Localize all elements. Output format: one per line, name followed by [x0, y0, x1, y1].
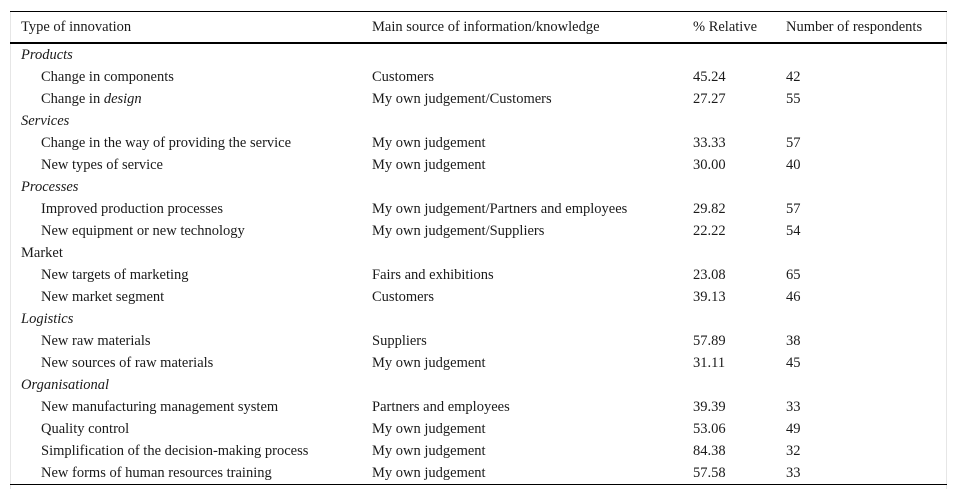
cell-main-source: My own judgement	[372, 465, 486, 481]
header-type-of-innovation: Type of innovation	[21, 18, 132, 35]
cell-respondents: 65	[786, 267, 801, 283]
category-row	[10, 176, 947, 198]
cell-relative: 39.13	[693, 289, 726, 305]
cell-relative: 22.22	[693, 223, 726, 239]
table-row	[10, 462, 947, 485]
header-relative: % Relative	[693, 18, 758, 35]
header-main-source: Main source of information/knowledge	[372, 18, 600, 35]
cell-relative: 23.08	[693, 267, 726, 283]
cell-main-source: My own judgement	[372, 157, 486, 173]
table-row	[10, 352, 947, 374]
cell-type-of-innovation: Change in components	[41, 69, 174, 85]
header-respondents: Number of respondents	[786, 18, 923, 35]
cell-main-source: Partners and employees	[372, 399, 510, 415]
cell-type-of-innovation: New forms of human resources training	[41, 465, 272, 481]
table-row	[10, 198, 947, 220]
category-label: Organisational	[21, 377, 110, 393]
cell-respondents: 54	[786, 223, 801, 239]
table-row	[10, 154, 947, 176]
table-row	[10, 286, 947, 308]
category-row	[10, 308, 947, 330]
cell-main-source: My own judgement/Partners and employees	[372, 201, 628, 217]
cell-main-source: My own judgement/Suppliers	[372, 223, 545, 239]
table-body	[10, 43, 947, 485]
category-row	[10, 242, 947, 264]
cell-type-of-innovation: Improved production processes	[41, 201, 224, 217]
category-row	[10, 110, 947, 132]
cell-respondents: 45	[786, 355, 801, 371]
cell-relative: 39.39	[693, 399, 726, 415]
category-row	[10, 374, 947, 396]
cell-type-of-innovation: New manufacturing management system	[41, 399, 279, 415]
cell-respondents: 57	[786, 135, 801, 151]
cell-relative: 29.82	[693, 201, 726, 217]
table-row	[10, 330, 947, 352]
cell-type-prefix: Change in	[41, 91, 104, 107]
cell-type-emphasis: design	[103, 91, 142, 107]
cell-main-source: My own judgement/Customers	[372, 91, 552, 107]
cell-type-of-innovation: Change in the way of providing the service	[41, 135, 292, 151]
table-row	[10, 132, 947, 154]
category-label: Products	[21, 47, 73, 63]
cell-type-of-innovation: Simplification of the decision-making process	[41, 443, 309, 459]
table-row	[10, 264, 947, 286]
cell-main-source: My own judgement	[372, 421, 486, 437]
cell-main-source: My own judgement	[372, 355, 486, 371]
cell-relative: 27.27	[693, 91, 726, 107]
cell-respondents: 38	[786, 333, 801, 349]
cell-respondents: 55	[786, 91, 801, 107]
cell-relative: 31.11	[693, 355, 726, 371]
cell-relative: 33.33	[693, 135, 726, 151]
category-label: Services	[21, 113, 70, 129]
cell-type-of-innovation: New raw materials	[41, 333, 151, 349]
cell-respondents: 33	[786, 399, 801, 415]
cell-relative: 57.89	[693, 333, 726, 349]
table-row	[10, 418, 947, 440]
cell-relative: 30.00	[693, 157, 726, 173]
cell-relative: 57.58	[693, 465, 726, 481]
table-row	[10, 220, 947, 242]
cell-type-of-innovation: New market segment	[41, 289, 165, 305]
cell-respondents: 32	[786, 443, 801, 459]
cell-type-of-innovation: Quality control	[41, 421, 130, 437]
cell-type-of-innovation: New types of service	[41, 157, 163, 173]
category-row	[10, 43, 947, 66]
cell-relative: 53.06	[693, 421, 726, 437]
cell-main-source: My own judgement	[372, 135, 486, 151]
cell-main-source: Suppliers	[372, 333, 427, 349]
table-row	[10, 440, 947, 462]
cell-main-source: My own judgement	[372, 443, 486, 459]
table-row	[10, 88, 947, 110]
cell-type-of-innovation: New targets of marketing	[41, 267, 189, 283]
cell-respondents: 33	[786, 465, 801, 481]
cell-main-source: Customers	[372, 69, 435, 85]
category-label: Logistics	[21, 311, 74, 327]
cell-main-source: Customers	[372, 289, 435, 305]
cell-respondents: 49	[786, 421, 801, 437]
cell-type-of-innovation: New sources of raw materials	[41, 355, 214, 371]
category-label: Processes	[21, 179, 79, 195]
cell-respondents: 42	[786, 69, 801, 85]
cell-type-of-innovation: New equipment or new technology	[41, 223, 245, 239]
cell-relative: 84.38	[693, 443, 726, 459]
cell-respondents: 40	[786, 157, 801, 173]
cell-main-source: Fairs and exhibitions	[372, 267, 494, 283]
cell-type-of-innovation	[10, 88, 361, 110]
cell-relative: 45.24	[693, 69, 726, 85]
cell-respondents: 46	[786, 289, 801, 305]
header-row	[10, 12, 947, 44]
table-header	[10, 12, 947, 44]
category-label: Market	[21, 245, 63, 261]
innovation-table	[10, 11, 947, 485]
table-row	[10, 396, 947, 418]
cell-respondents: 57	[786, 201, 801, 217]
table-row	[10, 66, 947, 88]
